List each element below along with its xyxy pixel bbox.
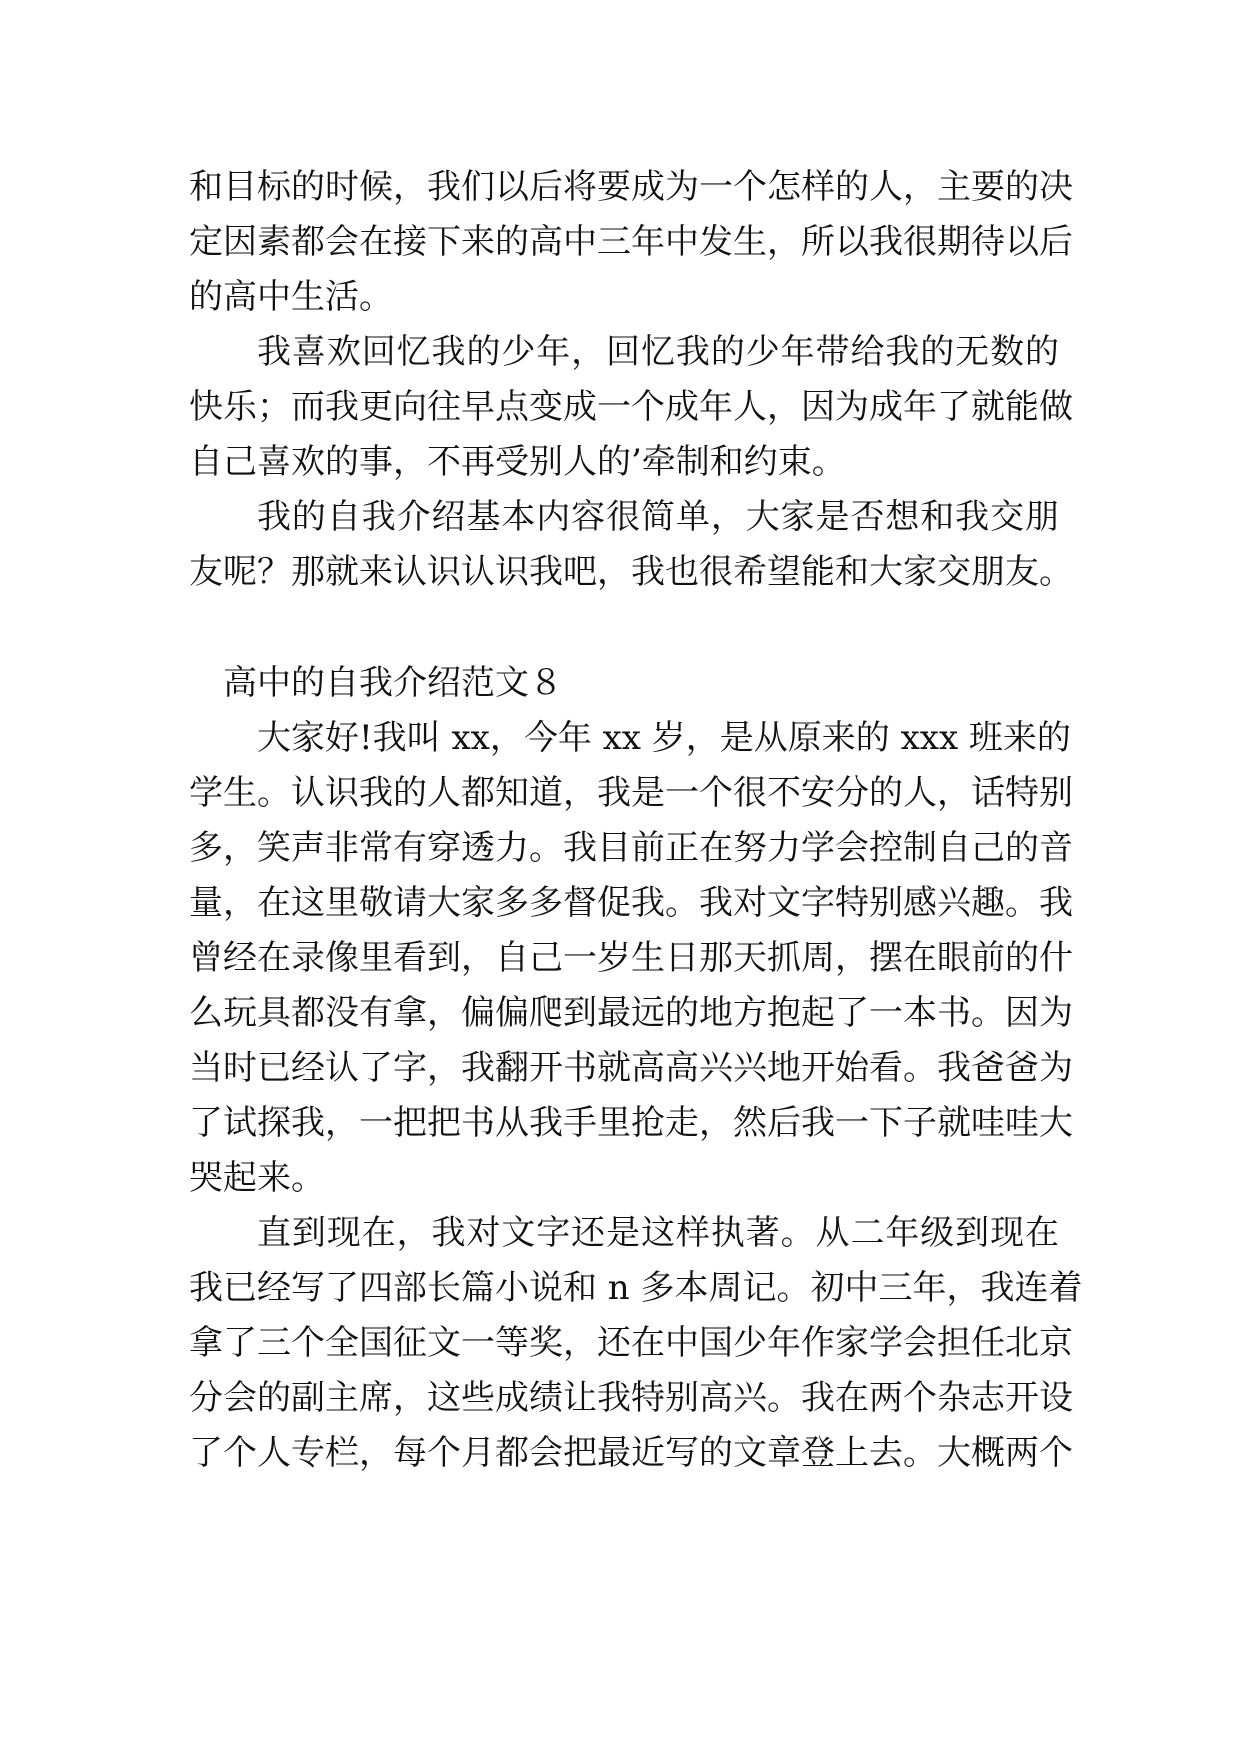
text-line: 曾经在录像里看到，自己一岁生日那天抓周，摆在眼前的什 <box>189 938 1073 978</box>
text-line: 我的自我介绍基本内容很简单，大家是否想和我交朋 <box>257 497 1059 537</box>
text-line: 当时已经认了字，我翻开书就高高兴兴地开始看。我爸爸为 <box>189 1048 1073 1088</box>
paragraph-top-1 <box>189 160 1073 325</box>
text-line: 学生。认识我的人都知道，我是一个很不安分的人，话特别 <box>189 773 1073 813</box>
text-line: 哭起来。 <box>189 1158 325 1198</box>
text-line: 么玩具都没有拿，偏偏爬到最远的地方抱起了一本书。因为 <box>189 993 1073 1033</box>
text-line: 自己喜欢的事，不再受别人的’牵制和约束。 <box>189 442 846 482</box>
text-line: 直到现在，我对文字还是这样执著。从二年级到现在 <box>257 1213 1059 1253</box>
text-line: 我已经写了四部长篇小说和 n 多本周记。初中三年，我连着 <box>189 1268 1083 1308</box>
text-line: 和目标的时候，我们以后将要成为一个怎样的人，主要的决 <box>189 167 1073 207</box>
text-line: 了试探我，一把把书从我手里抢走，然后我一下子就哇哇大 <box>189 1103 1073 1143</box>
text-line: 大家好!我叫 xx，今年 xx 岁，是从原来的 xxx 班来的 <box>257 718 1071 758</box>
section-heading: 高中的自我介绍范文８ <box>223 663 563 703</box>
text-line: 分会的副主席，这些成绩让我特别高兴。我在两个杂志开设 <box>189 1378 1073 1418</box>
text-line: 多，笑声非常有穿透力。我目前正在努力学会控制自己的音 <box>189 828 1073 868</box>
paragraph-top-3 <box>189 490 1073 600</box>
text-line: 拿了三个全国征文一等奖，还在中国少年作家学会担任北京 <box>189 1323 1073 1363</box>
text-line: 定因素都会在接下来的高中三年中发生，所以我很期待以后 <box>189 222 1073 262</box>
text-line: 的高中生活。 <box>189 277 393 317</box>
paragraph-top-2 <box>189 325 1073 490</box>
paragraph-bottom-1 <box>189 711 1073 1206</box>
text-line: 友呢？那就来认识认识我吧，我也很希望能和大家交朋友。 <box>189 552 1073 592</box>
text-line: 量，在这里敬请大家多多督促我。我对文字特别感兴趣。我 <box>189 883 1073 923</box>
text-line: 了个人专栏，每个月都会把最近写的文章登上去。大概两个 <box>189 1433 1073 1473</box>
document-body <box>189 160 1083 1481</box>
text-line: 快乐；而我更向往早点变成一个成年人，因为成年了就能做 <box>189 387 1073 427</box>
text-line: 我喜欢回忆我的少年，回忆我的少年带给我的无数的 <box>257 332 1059 372</box>
paragraph-bottom-2 <box>189 1206 1083 1481</box>
